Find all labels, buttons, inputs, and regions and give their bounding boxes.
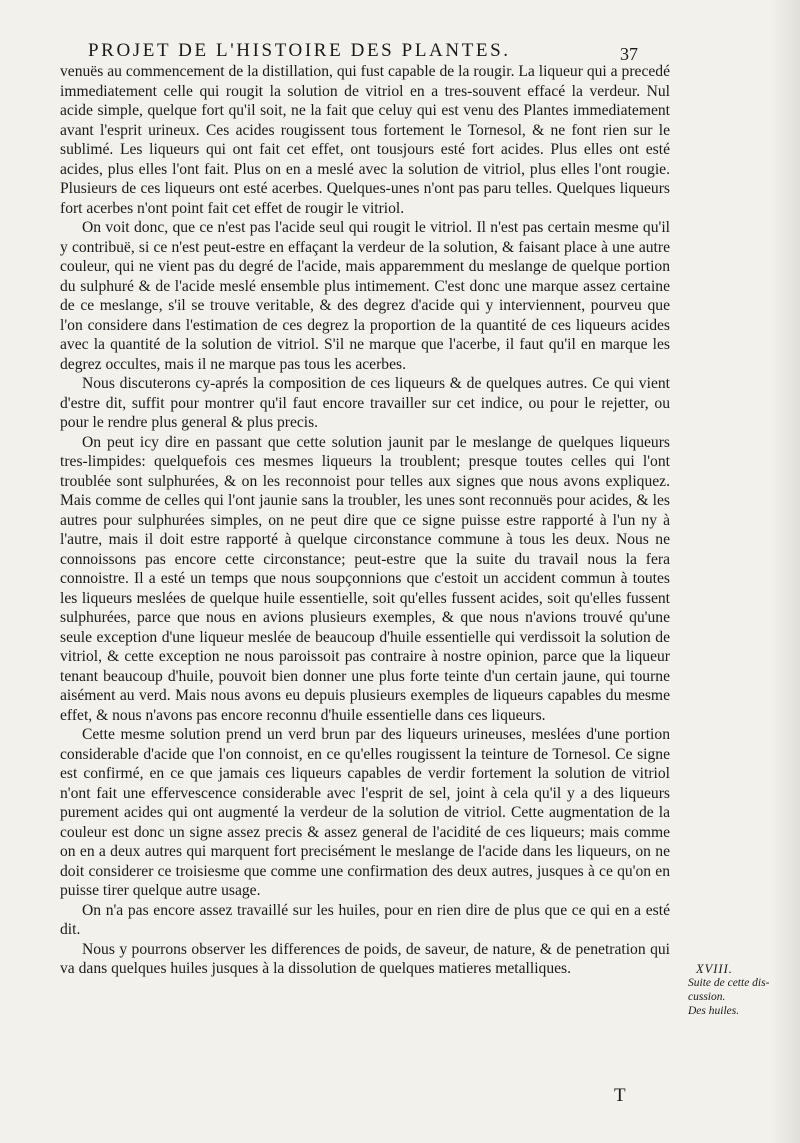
margin-note-line-3: Des huiles. [688,1005,740,1017]
page-edge-shadow [770,0,800,1143]
paragraph-2: On voit donc, que ce n'est pas l'acide seul qui rougit le vitriol. Il n'est pas certain mesme qu'il y contribuë, si ce n'est peut-estre en effaçant la verdeur de la solution, & faisant place à une autre couleur, qui ne vient pas du degré de l'acide, mais apparemment du meslange de quelque portion du sulphuré & de l'acide meslé ensemble plus intimement. C'est donc une marque assez certaine de ce meslange, s'il se trouve veritable, & des degrez d'acide qui y interviennent, pourveu que l'on considere dans l'estimation de ces degrez la proportion de la quantité de ces liqueurs acides avec la quantité de la solution de vitriol. S'il ne marque que l'acerbe, il faut qu'il en marque les degrez occultes, mais il ne marque pas tous les acerbes. [60,219,670,373]
paragraph-4: On peut icy dire en passant que cette solution jaunit par le meslange de quelques liqueurs tres-limpides: quelquefois ces mesmes liqueurs la troublent; presque toutes celles qui l'ont troublée sont sulphurées, & on les reconnoist pour telles aux signes que nous avons expliquez. Mais comme de celles qui l'ont jaunie sans la troubler, les unes sont reconnuës pour acides, & les autres pour sulphurées simples, on ne peut dire que ce signe puisse estre rapporté à l'un ny à l'autre, mais il doit estre rapporté à quelque circonstance commune à tous les deux. Nous ne connoissons pas encore cette circonstance; peut-estre que la suite du travail nous la fera connoistre. Il a esté un temps que nous soupçonnions que c'estoit un accident commun à toutes les liqueurs meslées de quelque huile essentielle, soit qu'elles fussent acides, soit qu'elles fussent sulphurées, parce que nous en avions plusieurs exemples, & que nous n'avions trouvé qu'une seule exception d'une liqueur meslée de beaucoup d'huile essentielle qui verdissoit la solution de vitriol, & cette exception ne nous paroissoit pas contraire à nostre opinion, parce que la liqueur tenant beaucoup d'huile, pouvoit bien donner une plus forte teinte d'un certain jaune, qui tourne aisément au verd. Mais nous avons eu depuis plusieurs exemples de liqueurs capables du mesme effet, & nous n'avons pas encore reconnu d'huile essentielle dans ces liqueurs. [60,433,670,724]
body-text [60,62,670,979]
catchword: T [614,1085,626,1106]
page-number: 37 [620,44,638,64]
margin-note-line-2: cussion. [688,991,726,1003]
margin-note-number: XVIII. [696,962,733,976]
running-title: PROJET DE L'HISTOIRE DES PLANTES. [88,40,511,61]
paragraph-6: On n'a pas encore assez travaillé sur les huiles, pour en rien dire de plus que ce qui en a esté dit. [60,901,670,938]
paragraph-7: Nous y pourrons observer les differences de poids, de saveur, de nature, & de penetration qui va dans quelques huiles jusques à la dissolution de quelques matieres metalliques. [60,940,670,977]
paragraph-1: venuës au commencement de la distillation, qui fust capable de la rougir. La liqueur qui a precedé immediatement celle qui rougit la solution de vitriol en a tres-souvent effacé la verdeur. Nul acide simple, quelque fort qu'il soit, ne la fait que celuy qui est venu des Plantes immediatement avant l'esprit urineux. Ces acides rougissent tous fortement le Tornesol, & ne font rien sur le sublimé. Les liqueurs qui ont fait cet effet, ont tousjours esté fort acides. Plus elles ont esté acides, plus elles l'ont fait. Plus on en a meslé avec la solution de vitriol, plus elles l'ont rougie. Plusieurs de ces liqueurs ont esté acerbes. Quelques-unes n'ont pas paru telles. Quelques liqueurs fort acerbes n'ont point fait cet effet de rougir le vitriol. [60,63,670,217]
paragraph-3: Nous discuterons cy-aprés la composition de ces liqueurs & de quelques autres. Ce qui vient d'estre dit, suffit pour montrer qu'il faut encore travailler sur cet indice, ou pour le rejetter, ou pour le rendre plus general & plus precis. [60,375,670,431]
paragraph-5: Cette mesme solution prend un verd brun par des liqueurs urineuses, meslées d'une portion considerable d'acide que l'on connoist, en ce qu'elles rougissent la teinture de Tornesol. Ce signe est confirmé, en ce que jamais ces liqueurs capables de verdir fortement la solution de vitriol n'ont fait une effervescence considerable avec l'esprit de sel, joint à cela qu'il y a des liqueurs purement acides qui ont augmenté la verdeur de la solution de vitriol. Cette augmentation de la couleur est donc un signe assez precis & assez general de l'acidité de ces liqueurs; mais comme on en a deux autres qui marquent fort precisément le meslange de l'acide dans les liqueurs, on ne doit considerer ce troisiesme que comme une confirmation des deux autres, jusques à ce qu'on en puisse tirer quelque autre usage. [60,726,670,899]
margin-note-line-1: Suite de cette dis- [688,977,770,989]
